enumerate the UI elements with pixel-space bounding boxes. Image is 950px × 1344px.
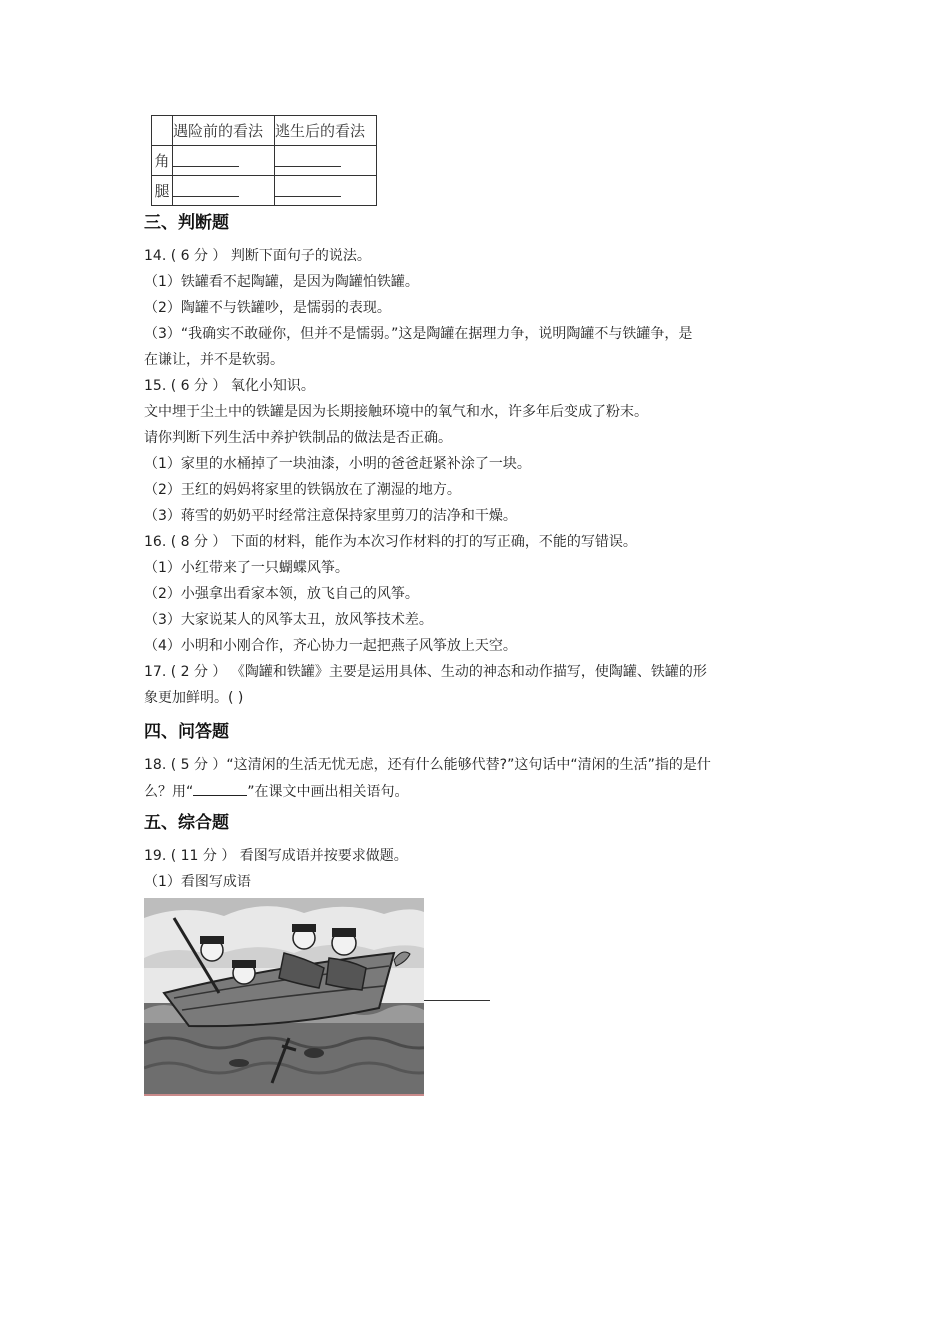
section-title-qa: 四、问答题 xyxy=(144,722,229,742)
question-14-item-3-cont: 在谦让，并不是软弱。 xyxy=(144,352,284,368)
table-header-before: 遇险前的看法 xyxy=(173,116,275,146)
question-14-head: 14. ( 6 分 ） 判断下面句子的说法。 xyxy=(144,248,371,264)
table-header-after: 逃生后的看法 xyxy=(275,116,377,146)
question-16-item-2: （2）小强拿出看家本领，放飞自己的风筝。 xyxy=(144,586,419,602)
fill-blank[interactable] xyxy=(275,180,341,197)
section-title-judgement: 三、判断题 xyxy=(144,213,229,233)
boat-scene-illustration xyxy=(144,898,424,1096)
question-15-line: 请你判断下列生活中养护铁制品的做法是否正确。 xyxy=(144,430,452,446)
question-16-item-1: （1）小红带来了一只蝴蝶风筝。 xyxy=(144,560,349,576)
table-row-label: 角 xyxy=(152,146,173,176)
question-17-line-2: 象更加鲜明。( ) xyxy=(144,690,244,706)
idiom-answer-blank[interactable] xyxy=(424,1000,490,1001)
fill-blank[interactable] xyxy=(173,150,239,167)
table-cell-blank[interactable] xyxy=(275,176,377,206)
question-18-line-1: 18. ( 5 分 ）“这清闲的生活无忧无虑，还有什么能够代替?”这句话中“清闲的生活”指的是什 xyxy=(144,757,711,773)
question-15-item-1: （1）家里的水桶掉了一块油漆，小明的爸爸赶紧补涂了一块。 xyxy=(144,456,531,472)
question-18-text-b: ”在课文中画出相关语句。 xyxy=(247,784,409,800)
question-19-sub-1: （1）看图写成语 xyxy=(144,874,251,890)
question-16-item-4: （4）小明和小刚合作，齐心协力一起把燕子风筝放上天空。 xyxy=(144,638,517,654)
table-row xyxy=(152,176,377,206)
question-14-item-3: （3）“我确实不敢碰你，但并不是懦弱。”这是陶罐在据理力争，说明陶罐不与铁罐争，是 xyxy=(144,326,693,342)
section-title-comprehensive: 五、综合题 xyxy=(144,813,229,833)
table-header-row xyxy=(152,116,377,146)
fill-blank[interactable] xyxy=(173,180,239,197)
table-corner-cell xyxy=(152,116,173,146)
question-14-item-2: （2）陶罐不与铁罐吵，是懦弱的表现。 xyxy=(144,300,391,316)
question-15-item-3: （3）蒋雪的奶奶平时经常注意保持家里剪刀的洁净和干燥。 xyxy=(144,508,517,524)
question-16-item-3: （3）大家说某人的风筝太丑，放风筝技术差。 xyxy=(144,612,433,628)
fill-blank[interactable] xyxy=(275,150,341,167)
question-14-item-1: （1）铁罐看不起陶罐，是因为陶罐怕铁罐。 xyxy=(144,274,419,290)
answer-table xyxy=(151,115,377,206)
question-16-head: 16. ( 8 分 ） 下面的材料，能作为本次习作材料的打的写正确，不能的写错误。 xyxy=(144,534,637,550)
question-15-line: 文中埋于尘土中的铁罐是因为长期接触环境中的氧气和水，许多年后变成了粉末。 xyxy=(144,404,648,420)
question-15-head: 15. ( 6 分 ） 氧化小知识。 xyxy=(144,378,315,394)
question-19-head: 19. ( 11 分 ） 看图写成语并按要求做题。 xyxy=(144,848,408,864)
question-18-text-a: 么？用“ xyxy=(144,784,194,800)
question-17-line-1: 17. ( 2 分 ） 《陶罐和铁罐》主要是运用具体、生动的神态和动作描写，使陶罐、铁罐的形 xyxy=(144,664,707,680)
underline-mark xyxy=(193,781,247,796)
table-cell-blank[interactable] xyxy=(173,176,275,206)
question-18-line-2 xyxy=(144,781,409,802)
question-15-item-2: （2）王红的妈妈将家里的铁锅放在了潮湿的地方。 xyxy=(144,482,461,498)
table-row-label: 腿 xyxy=(152,176,173,206)
table-row xyxy=(152,146,377,176)
table-cell-blank[interactable] xyxy=(275,146,377,176)
table-cell-blank[interactable] xyxy=(173,146,275,176)
